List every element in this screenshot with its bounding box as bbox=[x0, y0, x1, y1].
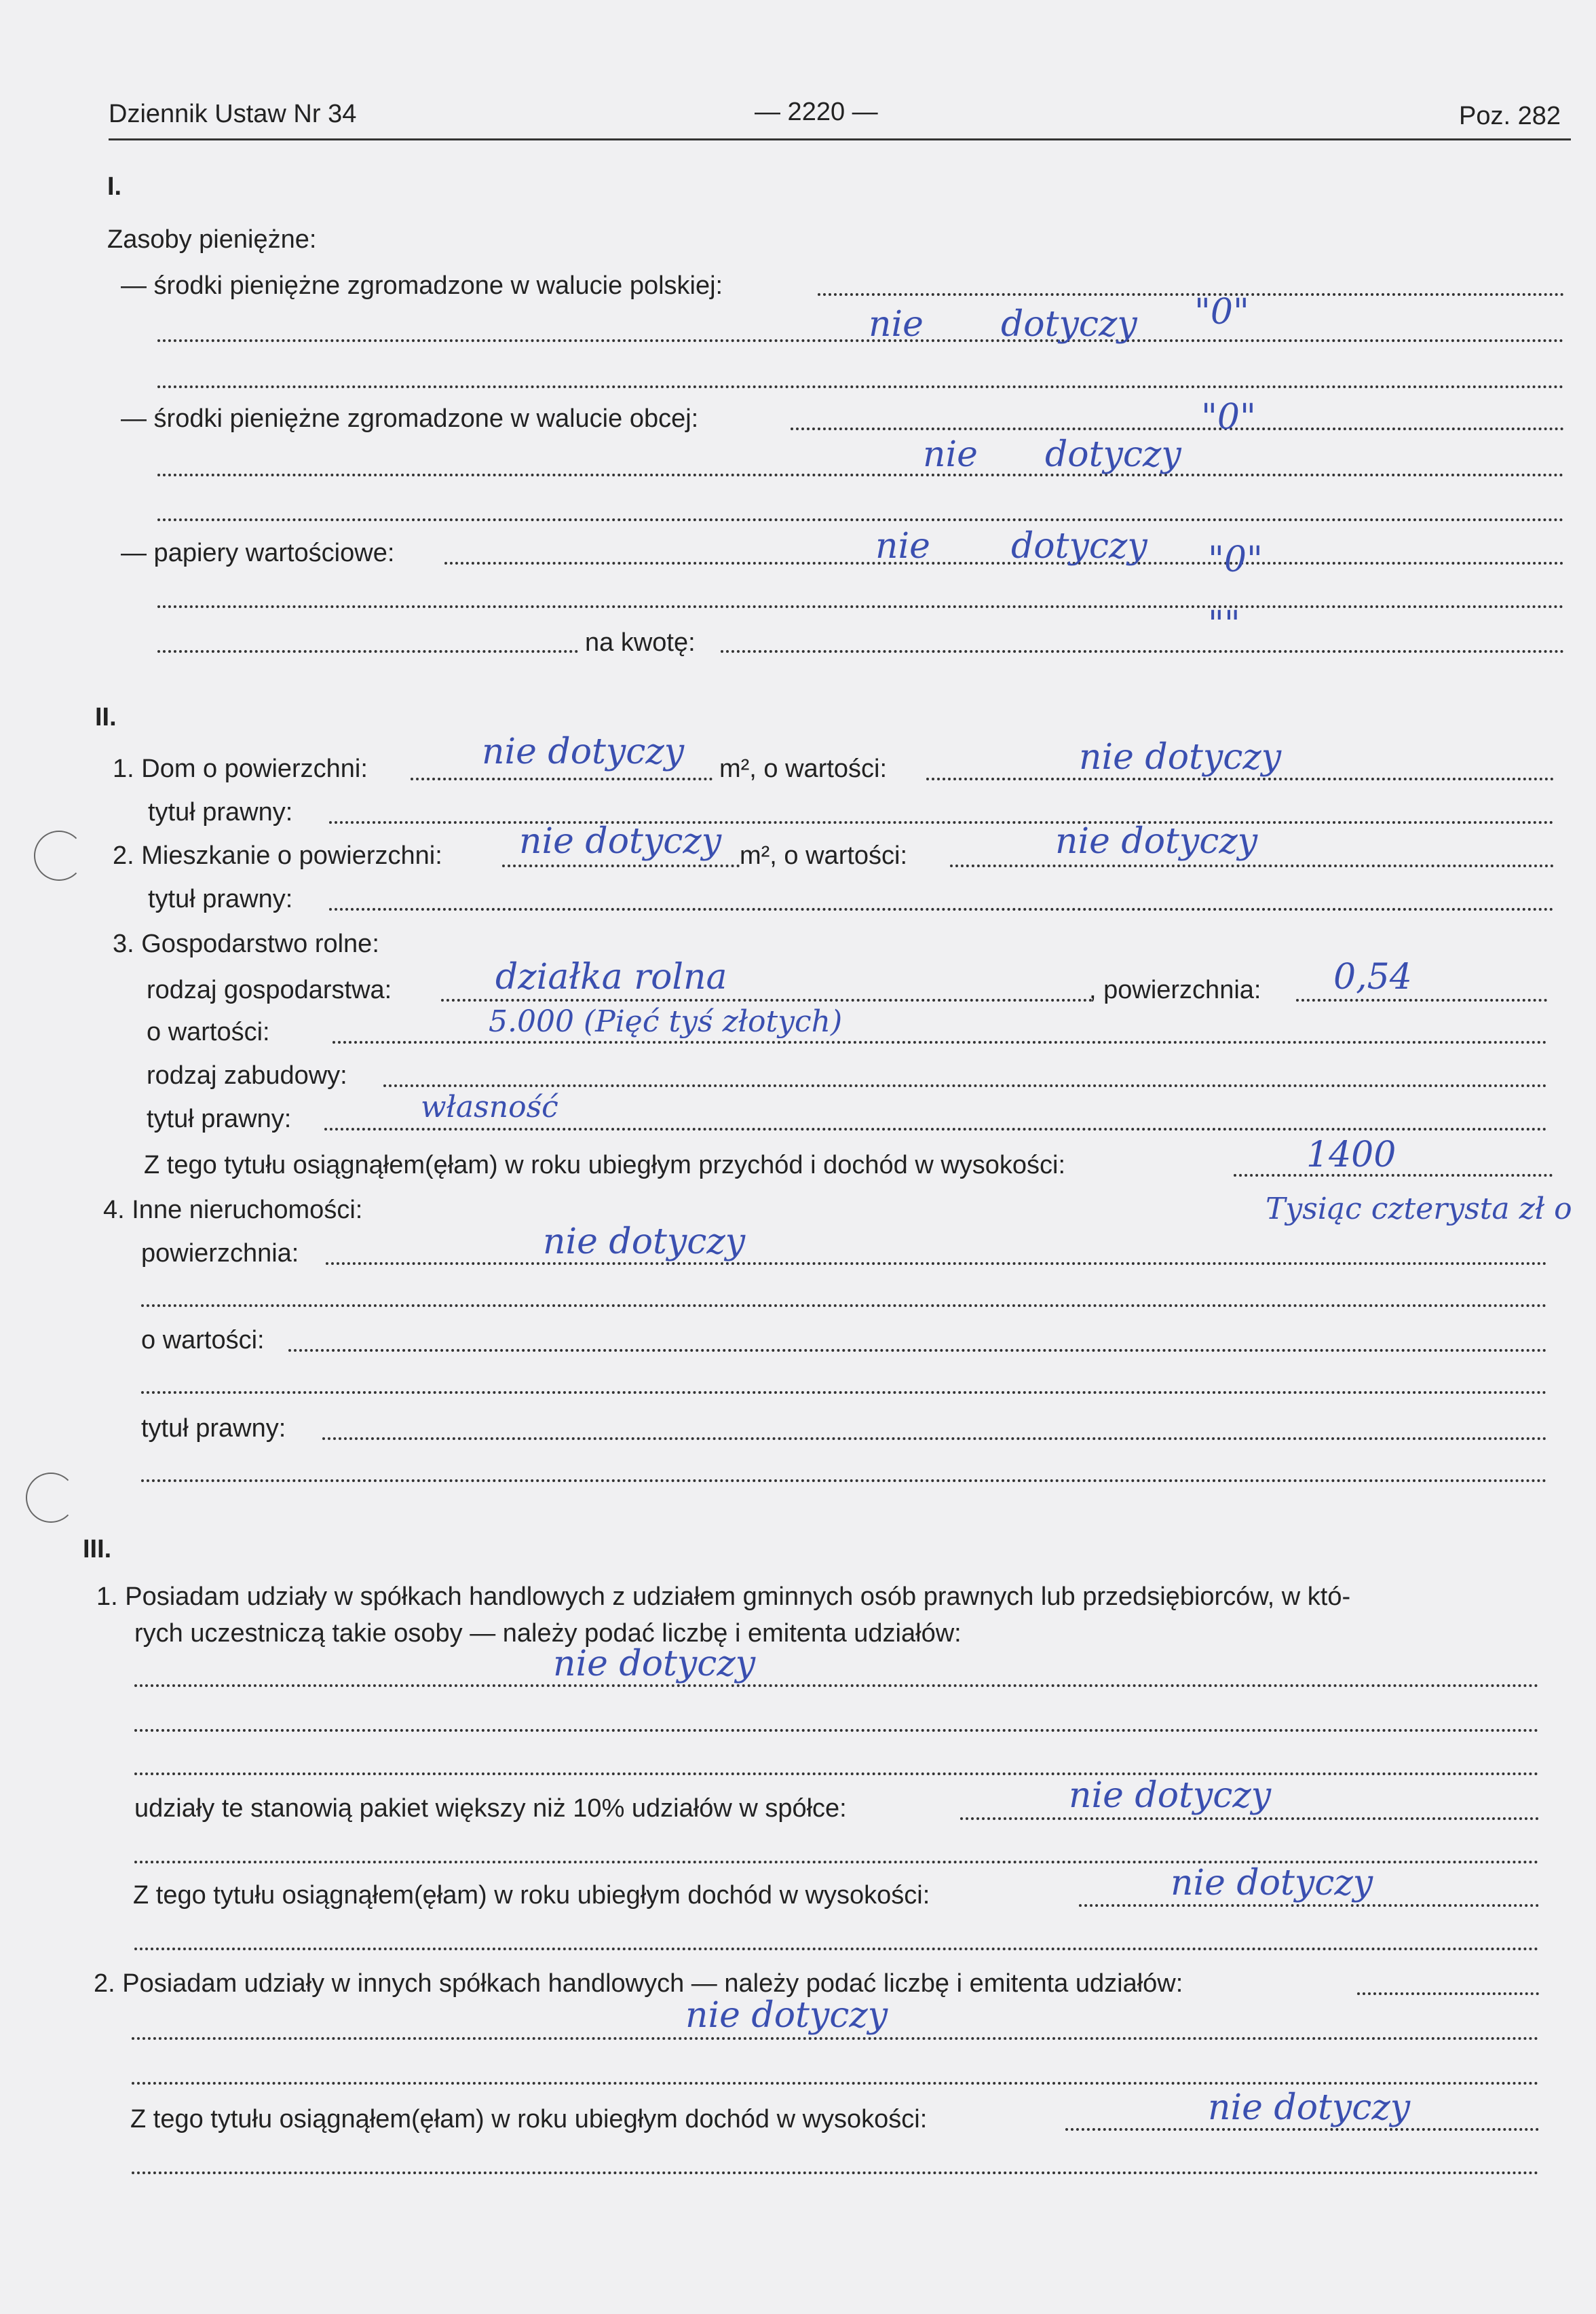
dotted-line bbox=[411, 778, 712, 780]
handwritten-entry: działka rolna bbox=[495, 957, 727, 998]
header-rule bbox=[109, 138, 1571, 140]
dotted-line bbox=[326, 1262, 1547, 1265]
dotted-line bbox=[288, 1349, 1547, 1352]
other-title-label: tytuł prawny: bbox=[141, 1414, 286, 1443]
dotted-line bbox=[1079, 1904, 1539, 1907]
cash-fx-label: — środki pieniężne zgromadzone w walucie obcej: bbox=[121, 404, 699, 433]
farm-value-label: o wartości: bbox=[147, 1018, 270, 1046]
dotted-line bbox=[141, 1391, 1547, 1394]
income2-label: Z tego tytułu osiągnąłem(ęłam) w roku ubiegłym dochód w wysokości: bbox=[130, 2105, 928, 2133]
dotted-line bbox=[134, 1729, 1539, 1732]
farm-build-label: rodzaj zabudowy: bbox=[147, 1061, 347, 1090]
dotted-line bbox=[157, 339, 1564, 342]
handwritten-entry: nie bbox=[875, 526, 930, 567]
handwritten-entry: 1400 bbox=[1306, 1135, 1396, 1175]
handwritten-entry: "0" bbox=[1194, 292, 1249, 333]
dotted-line bbox=[1357, 1992, 1539, 1995]
dotted-line bbox=[132, 2037, 1539, 2040]
handwritten-entry: nie dotyczy bbox=[685, 1995, 888, 2036]
pakiet-label: udziały te stanowią pakiet większy niż 10% udziałów w spółce: bbox=[134, 1794, 847, 1823]
dotted-line bbox=[329, 821, 1554, 824]
house-title-label: tytuł prawny: bbox=[148, 798, 293, 827]
other-area-label: powierzchnia: bbox=[141, 1239, 299, 1268]
handwritten-entry: Tysiąc czterysta zł o bbox=[1266, 1192, 1572, 1226]
farm-label: 3. Gospodarstwo rolne: bbox=[113, 930, 379, 958]
dotted-line bbox=[141, 1304, 1547, 1307]
section-1-title: Zasoby pieniężne: bbox=[107, 225, 317, 254]
punch-hole-mark bbox=[34, 831, 84, 881]
dotted-line bbox=[157, 605, 1564, 608]
handwritten-entry: dotyczy bbox=[1011, 526, 1147, 567]
dotted-line bbox=[134, 1684, 1539, 1687]
dotted-line bbox=[132, 2171, 1539, 2174]
farm-area-label: , powierzchnia: bbox=[1089, 976, 1261, 1004]
handwritten-entry: nie dotyczy bbox=[1079, 737, 1282, 778]
dotted-line bbox=[791, 428, 1564, 430]
handwritten-entry: nie bbox=[923, 434, 978, 475]
handwritten-entry: nie dotyczy bbox=[1208, 2087, 1411, 2128]
handwritten-entry: "" bbox=[1208, 604, 1240, 645]
farm-type-label: rodzaj gospodarstwa: bbox=[147, 976, 392, 1004]
handwritten-entry: dotyczy bbox=[1045, 434, 1181, 475]
section-2-numeral: II. bbox=[95, 703, 117, 732]
flat-label: 2. Mieszkanie o powierzchni: bbox=[113, 841, 442, 870]
punch-hole-mark bbox=[26, 1473, 76, 1523]
dotted-line bbox=[950, 865, 1554, 867]
handwritten-entry: dotyczy bbox=[1001, 304, 1137, 345]
house-label: 1. Dom o powierzchni: bbox=[113, 755, 368, 783]
shares1-label-line1: 1. Posiadam udziały w spółkach handlowych z udziałem gminnych osób prawnych lub przedsiębiorców, w któ- bbox=[96, 1582, 1351, 1611]
dotted-line bbox=[329, 908, 1554, 911]
handwritten-entry: 0,54 bbox=[1333, 957, 1412, 998]
section-3-numeral: III. bbox=[83, 1535, 112, 1563]
securities-label: — papiery wartościowe: bbox=[121, 539, 395, 567]
dotted-line bbox=[141, 1479, 1547, 1482]
dotted-line bbox=[444, 562, 1564, 565]
amount-label: na kwotę: bbox=[585, 628, 696, 657]
house-value-label: m², o wartości: bbox=[719, 755, 888, 783]
handwritten-entry: 5.000 (Pięć tyś złotych) bbox=[489, 1004, 843, 1039]
dotted-line bbox=[157, 385, 1564, 388]
journal-title: Dziennik Ustaw Nr 34 bbox=[109, 100, 357, 128]
dotted-line bbox=[818, 293, 1564, 296]
dotted-line bbox=[502, 865, 740, 867]
handwritten-entry: nie dotyczy bbox=[482, 732, 685, 772]
dotted-line bbox=[134, 1948, 1539, 1950]
handwritten-entry: nie dotyczy bbox=[1171, 1863, 1373, 1903]
page-number: — 2220 — bbox=[755, 98, 878, 126]
dotted-line bbox=[157, 518, 1564, 521]
dotted-line bbox=[322, 1437, 1547, 1440]
other-label: 4. Inne nieruchomości: bbox=[103, 1196, 363, 1224]
shares1-label-line2: rych uczestniczą takie osoby — należy podać liczbę i emitenta udziałów: bbox=[134, 1619, 962, 1648]
handwritten-entry: "0" bbox=[1201, 397, 1256, 438]
dotted-line bbox=[134, 1772, 1539, 1775]
dotted-line bbox=[324, 1128, 1547, 1131]
flat-value-label: m², o wartości: bbox=[740, 841, 908, 870]
income1-label: Z tego tytułu osiągnąłem(ęłam) w roku ubiegłym dochód w wysokości: bbox=[133, 1881, 930, 1910]
flat-title-label: tytuł prawny: bbox=[148, 885, 293, 913]
dotted-line bbox=[1296, 999, 1547, 1002]
dotted-line bbox=[157, 650, 578, 653]
dotted-line bbox=[157, 474, 1564, 476]
dotted-line bbox=[132, 2082, 1539, 2085]
handwritten-entry: nie dotyczy bbox=[1069, 1775, 1272, 1816]
dotted-line bbox=[926, 778, 1554, 780]
other-value-label: o wartości: bbox=[141, 1326, 265, 1354]
handwritten-entry: własność bbox=[421, 1090, 558, 1124]
cash-pln-label: — środki pieniężne zgromadzone w walucie polskiej: bbox=[121, 271, 723, 300]
handwritten-entry: nie dotyczy bbox=[553, 1644, 756, 1684]
section-1-numeral: I. bbox=[107, 172, 122, 201]
handwritten-entry: nie dotyczy bbox=[519, 821, 722, 862]
shares2-label: 2. Posiadam udziały w innych spółkach handlowych — należy podać liczbę i emitenta udziałów: bbox=[94, 1969, 1183, 1998]
farm-income-label: Z tego tytułu osiągnąłem(ęłam) w roku ubiegłym przychód i dochód w wysokości: bbox=[144, 1151, 1066, 1179]
dotted-line bbox=[721, 650, 1564, 653]
handwritten-entry: nie dotyczy bbox=[1055, 821, 1258, 862]
position-number: Poz. 282 bbox=[1459, 102, 1561, 130]
dotted-line bbox=[1065, 2128, 1539, 2131]
farm-title-label: tytuł prawny: bbox=[147, 1105, 292, 1133]
handwritten-entry: nie bbox=[869, 304, 924, 345]
handwritten-entry: "0" bbox=[1208, 539, 1263, 580]
handwritten-entry: nie dotyczy bbox=[543, 1221, 746, 1262]
dotted-line bbox=[960, 1817, 1539, 1820]
